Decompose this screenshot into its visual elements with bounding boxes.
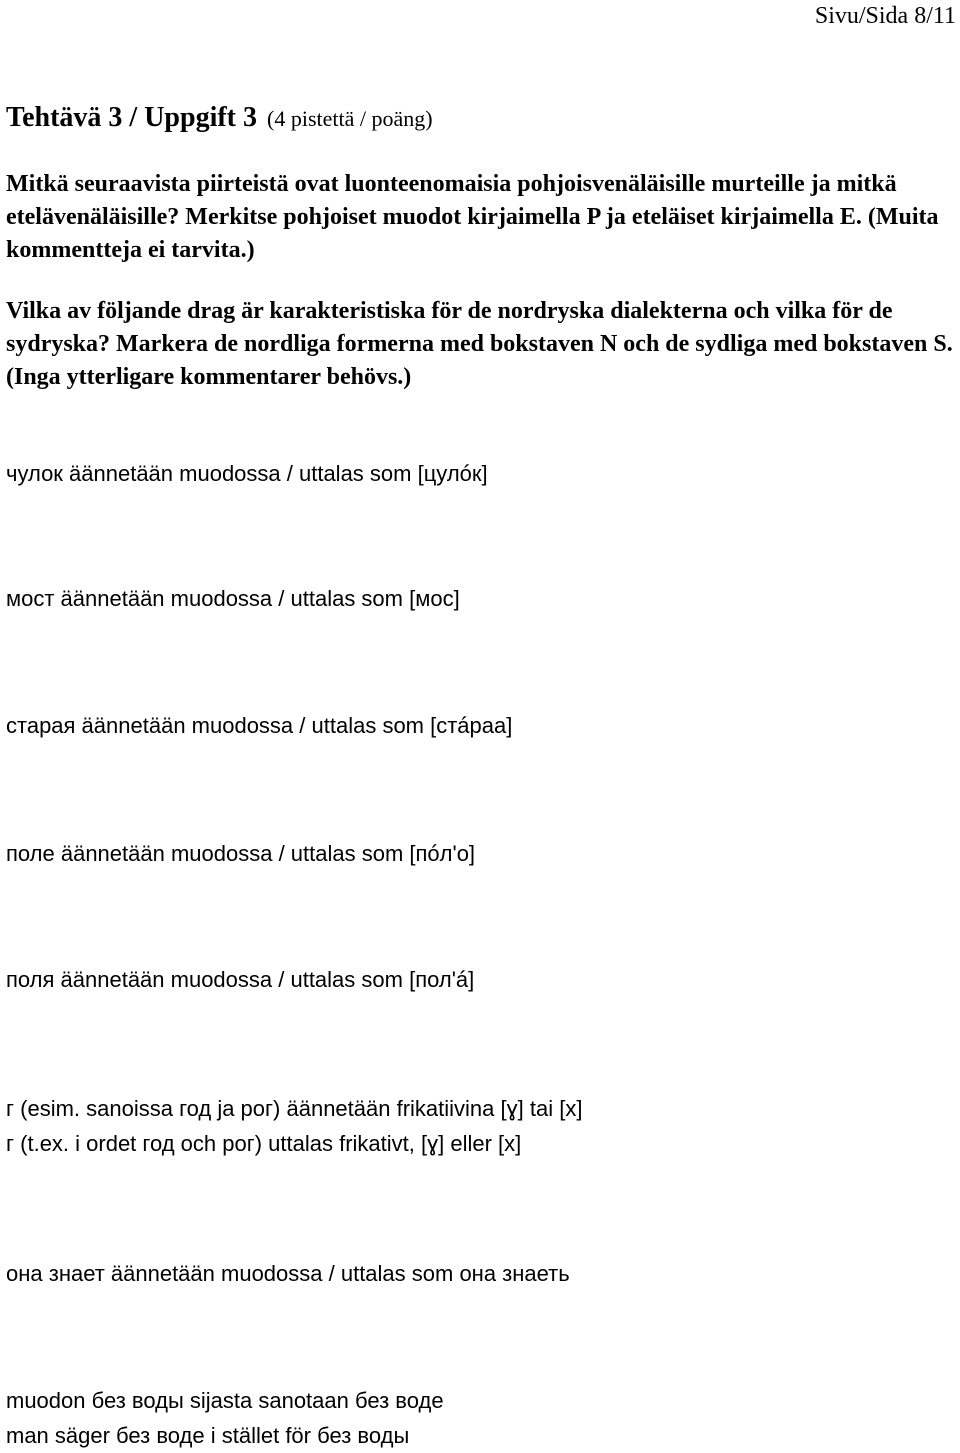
item-text: чулок äännetään muodossa / uttalas som [цулóк] [6, 461, 488, 486]
item-text: мост äännetään muodossa / uttalas som [мос] [6, 586, 460, 611]
dialect-item [6, 1383, 956, 1453]
item-text-finnish: г (esim. sanoissa год ja рог) äännetään frikatiivina [ɣ] tai [x] [6, 1096, 583, 1121]
page-number: Sivu/Sida 8/11 [814, 3, 956, 29]
instructions-finnish: Mitkä seuraavista piirteistä ovat luonteenomaisia pohjoisvenäläisille murteille ja mitkä etelävenäläisille? Merkitse pohjoiset muodot kirjaimella P ja eteläiset kirjaimella E. (Muita kommentteja ei tarvita.) [6, 171, 939, 263]
dialect-item [6, 1256, 956, 1291]
item-text: она знает äännetään muodossa / uttalas som она знаеть [6, 1261, 570, 1286]
task-title: Tehtävä 3 / Uppgift 3 [6, 102, 258, 133]
item-text: поля äännetään muodossa / uttalas som [пол'á] [6, 967, 475, 992]
instructions-swedish: Vilka av följande drag är karakteristiska för de nordryska dialekterna och vilka för de sydryska? Markera de nordliga formerna med bokstaven N och de sydliga med bokstaven S. (Inga ytterligare kommentarer behövs.) [6, 298, 953, 390]
task-heading [6, 102, 433, 134]
dialect-item [6, 962, 956, 997]
item-text-swedish: г (t.ex. i ordet год och рог) uttalas frikativt, [ɣ] eller [x] [6, 1131, 522, 1156]
task-points: (4 pistettä / poäng) [267, 106, 433, 131]
item-text: поле äännetään muodossa / uttalas som [пóл'о] [6, 841, 476, 866]
dialect-item [6, 456, 956, 491]
item-text-finnish: muodon без воды sijasta sanotaan без воде [6, 1388, 444, 1413]
dialect-item [6, 1091, 956, 1161]
item-text-swedish: man säger без воде i stället för без воды [6, 1423, 410, 1448]
dialect-item [6, 836, 956, 871]
item-text: старая äännetään muodossa / uttalas som [стáраа] [6, 713, 513, 738]
dialect-item [6, 708, 956, 743]
dialect-item [6, 581, 956, 616]
